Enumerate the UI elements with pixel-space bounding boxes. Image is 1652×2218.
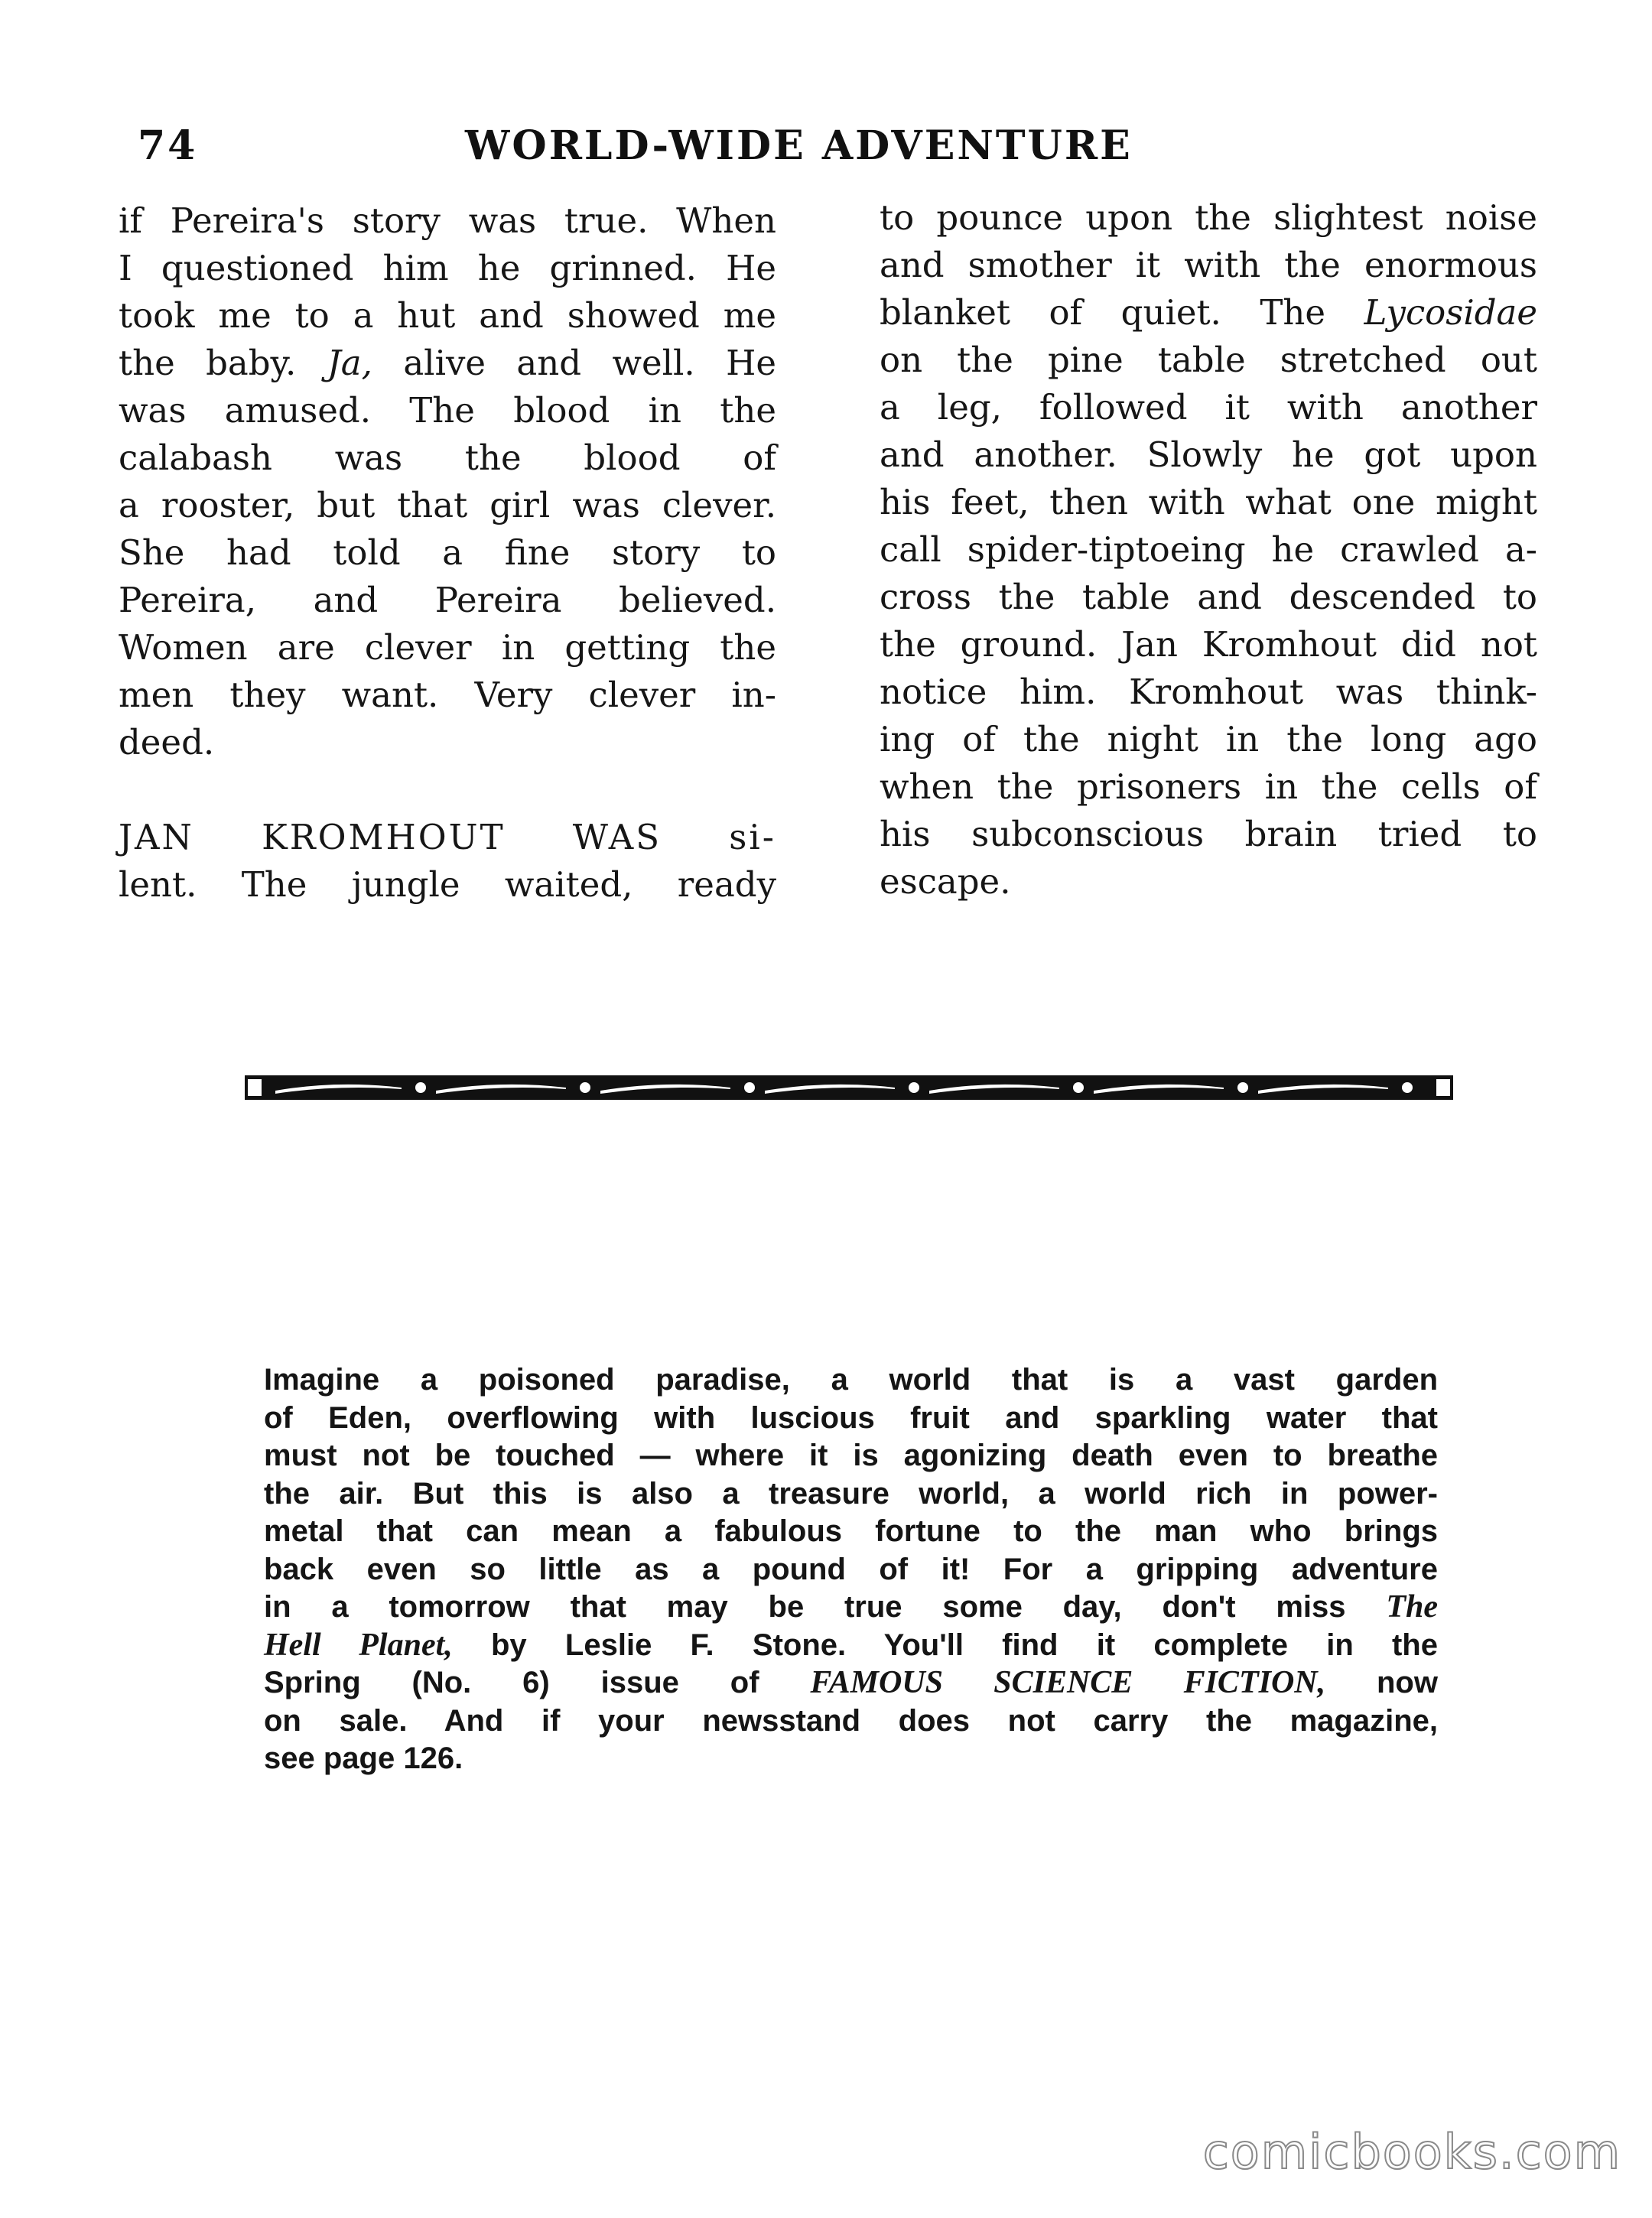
text-fragment: blanket of quiet. The	[880, 292, 1325, 333]
text-line: his feet, then with what one might	[880, 482, 1537, 522]
paragraph-gap	[119, 766, 776, 814]
promo-line	[264, 1589, 1438, 1627]
text-line: escape.	[880, 861, 1011, 902]
promo-line: the air. But this is also a treasure world, a world rich in power-	[264, 1476, 1438, 1511]
text-line: and another. Slowly he got upon	[880, 434, 1537, 475]
right-column	[880, 194, 1537, 906]
text-line: took me to a hut and showed me	[119, 295, 776, 336]
text-line: call spider-tiptoeing he crawled a-	[880, 529, 1537, 570]
text-line: men they want. Very clever in-	[119, 675, 776, 715]
text-line: if Pereira's story was true. When	[119, 200, 776, 241]
promo-line	[264, 1664, 1438, 1703]
left-column	[119, 197, 776, 909]
italic-word: Ja,	[327, 343, 372, 383]
text-line: the ground. Jan Kromhout did not	[880, 624, 1537, 665]
text-line: I questioned him he grinned. He	[119, 248, 776, 288]
promo-line: metal that can mean a fabulous fortune to the man who brings	[264, 1514, 1438, 1548]
italic-word: Lycosidae	[1364, 292, 1537, 333]
text-line: lent. The jungle waited, ready	[119, 864, 776, 905]
text-fragment: the baby.	[119, 343, 297, 383]
text-line: calabash was the blood of	[119, 437, 776, 478]
text-line: to pounce upon the slightest noise	[880, 197, 1537, 238]
text-line: deed.	[119, 722, 215, 763]
text-fragment: now	[1377, 1666, 1438, 1699]
text-line: ing of the night in the long ago	[880, 719, 1537, 759]
text-line: a rooster, but that girl was clever.	[119, 485, 776, 525]
text-line: when the prisoners in the cells of	[880, 766, 1537, 807]
text-line	[880, 289, 1537, 337]
promo-blurb	[264, 1361, 1438, 1778]
text-fragment: in a tomorrow that may be true some day, don't miss	[264, 1590, 1346, 1624]
story-title: The	[1386, 1589, 1438, 1624]
text-fragment: Spring (No. 6) issue of	[264, 1666, 759, 1699]
text-fragment: alive and well. He	[403, 343, 776, 383]
section-opening-line: JAN KROMHOUT WAS si-	[119, 817, 776, 857]
text-line: notice him. Kromhout was think-	[880, 672, 1537, 712]
text-line: She had told a fine story to	[119, 532, 776, 573]
promo-line: must not be touched — where it is agonizing death even to breathe	[264, 1439, 1438, 1472]
text-line: on the pine table stretched out	[880, 340, 1537, 380]
promo-line: on sale. And if your newsstand does not carry the magazine,	[264, 1703, 1438, 1738]
promo-line: back even so little as a pound of it! For a gripping adventure	[264, 1552, 1438, 1586]
watermark: comicbooks.com	[1202, 2124, 1621, 2180]
promo-line: of Eden, overflowing with luscious fruit and sparkling water that	[264, 1400, 1438, 1435]
text-line: a leg, followed it with another	[880, 387, 1537, 428]
text-line: Women are clever in getting the	[119, 627, 776, 668]
ornamental-divider	[245, 1072, 1453, 1103]
page-header	[138, 122, 1514, 176]
page-number: 74	[138, 122, 198, 169]
promo-line: see page 126.	[264, 1742, 463, 1775]
running-head: WORLD-WIDE ADVENTURE	[465, 122, 1133, 169]
story-title: Hell Planet,	[264, 1627, 453, 1663]
promo-line: Imagine a poisoned paradise, a world that is a vast garden	[264, 1363, 1438, 1397]
text-line: was amused. The blood in the	[119, 390, 776, 431]
promo-line	[264, 1627, 1438, 1665]
magazine-title: FAMOUS SCIENCE FICTION,	[810, 1665, 1326, 1700]
text-line: cross the table and descended to	[880, 577, 1537, 617]
text-line	[119, 340, 776, 387]
text-fragment: by Leslie F. Stone. You'll find it complete in the	[491, 1628, 1438, 1662]
text-line: and smother it with the enormous	[880, 245, 1537, 285]
text-line: his subconscious brain tried to	[880, 814, 1537, 854]
text-line: Pereira, and Pereira believed.	[119, 580, 776, 620]
